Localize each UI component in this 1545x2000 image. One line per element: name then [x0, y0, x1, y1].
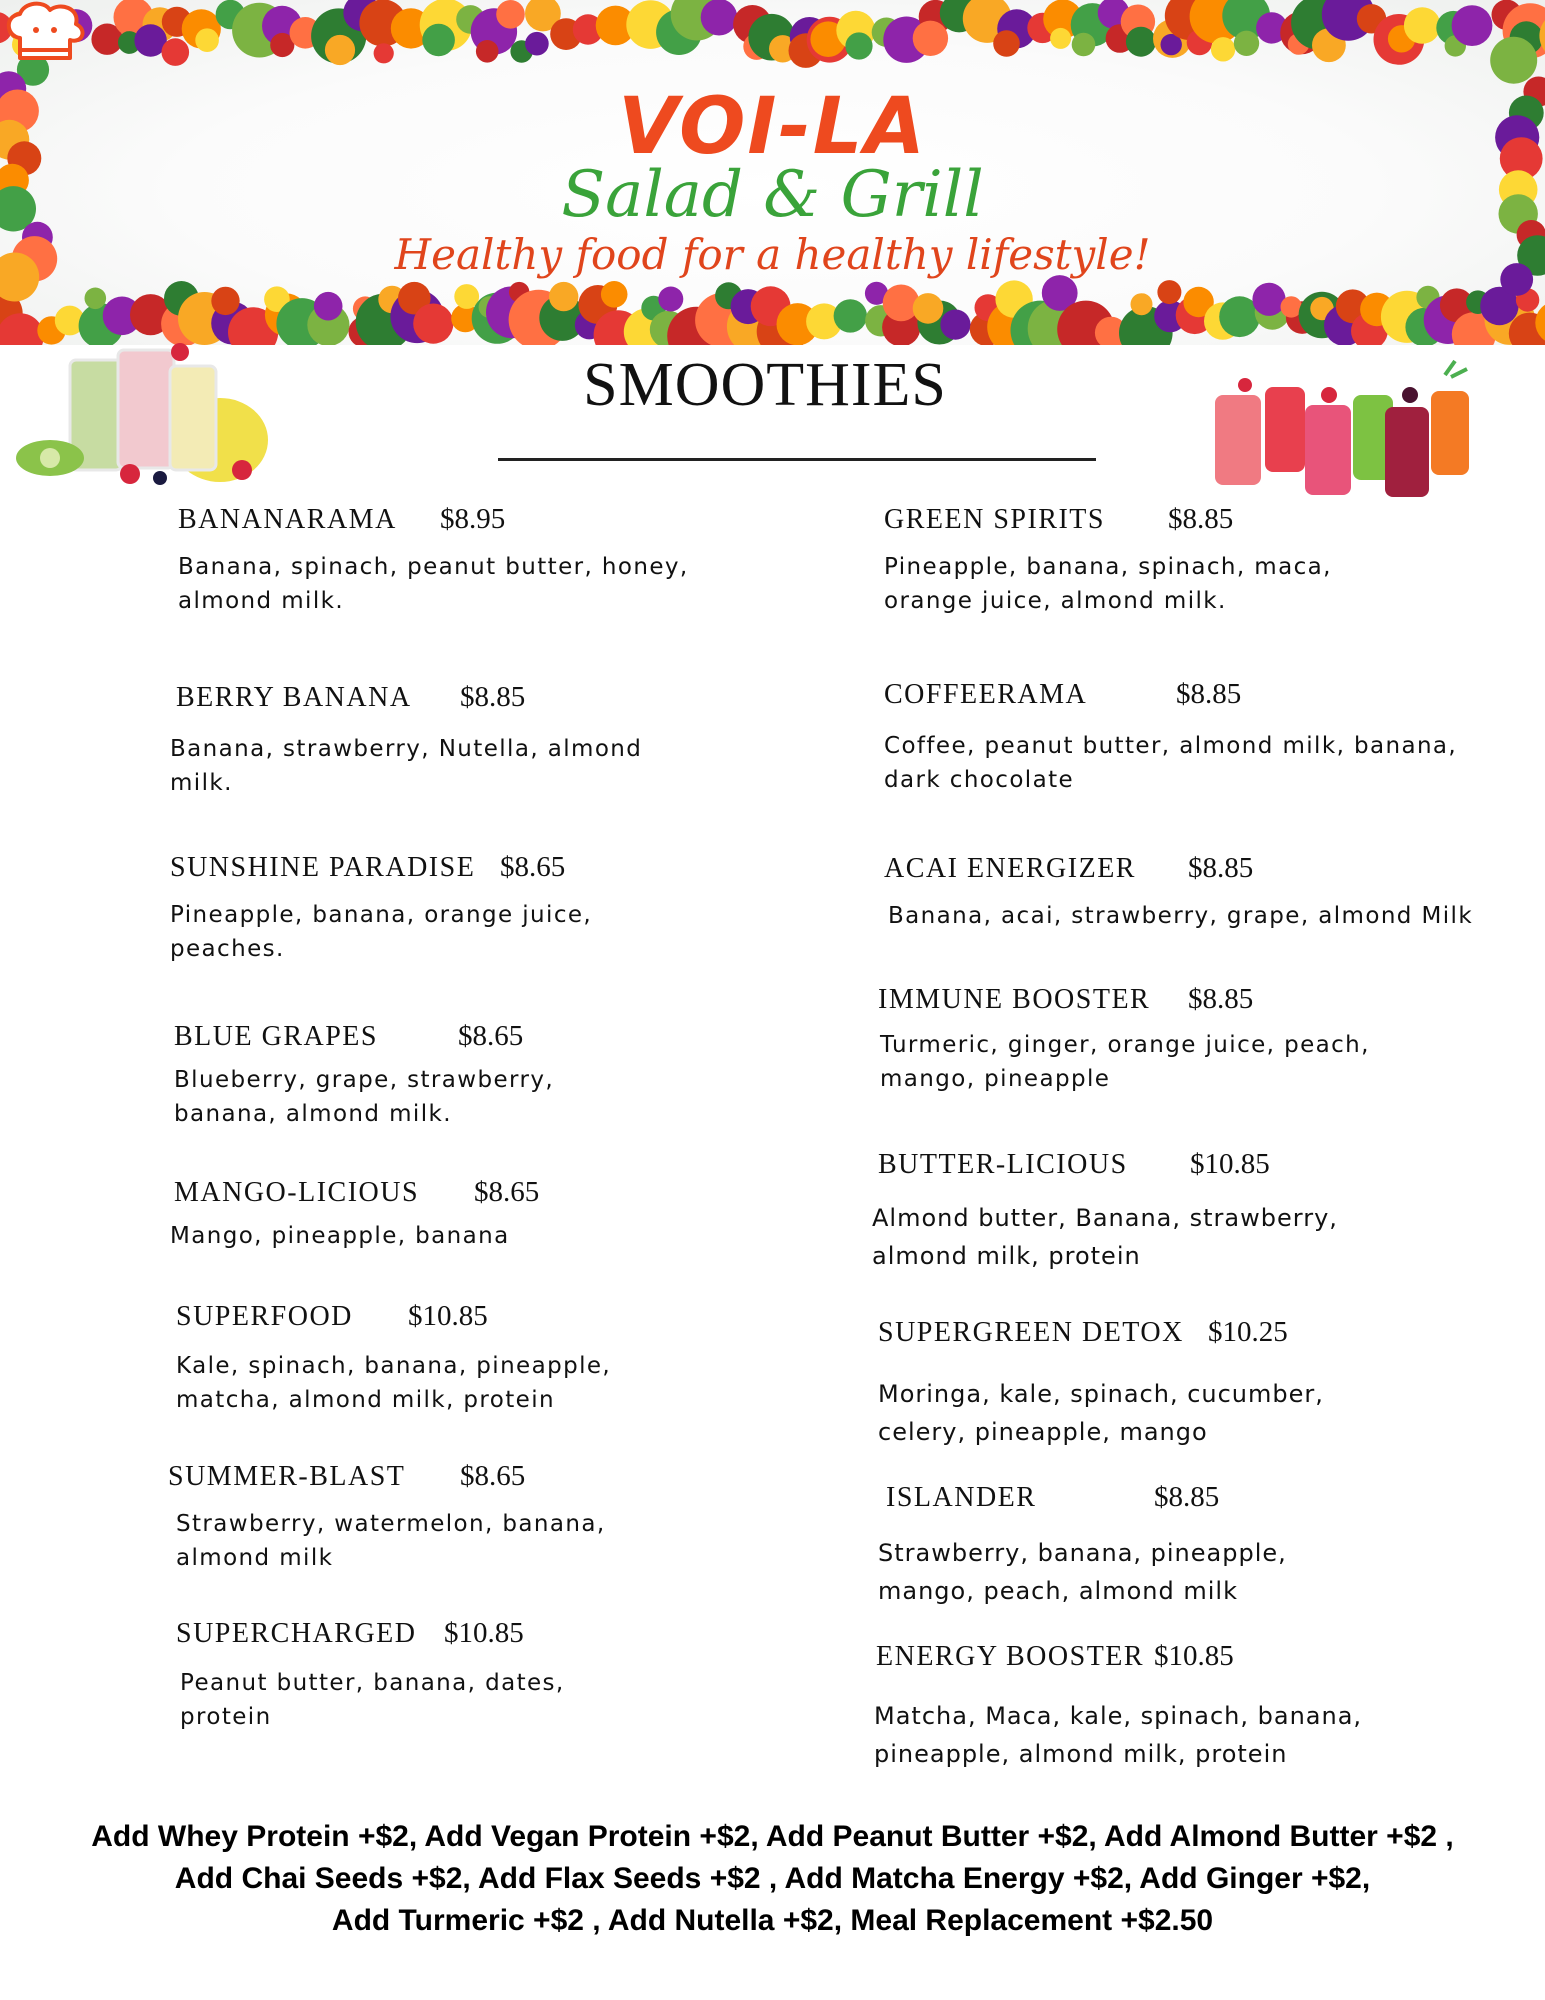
fruit-shape — [1157, 280, 1181, 304]
chef-hat-icon — [0, 0, 90, 70]
item-name: SUPERFOOD — [176, 1301, 353, 1332]
fruit-shape — [1131, 293, 1153, 315]
fruit-shape — [1126, 27, 1156, 57]
item-price: $10.85 — [408, 1300, 488, 1332]
fruit-shape — [211, 287, 239, 315]
menu-item — [170, 1176, 539, 1253]
fruit-shape — [195, 28, 219, 52]
item-description-line: celery, pineapple, mango — [878, 1418, 1208, 1446]
item-description — [878, 1028, 1370, 1096]
item-description — [170, 1219, 539, 1253]
item-description-line: pineapple, almond milk, protein — [874, 1740, 1288, 1768]
fruit-shape — [374, 43, 394, 63]
item-description-line: mango, pineapple — [880, 1066, 1111, 1092]
item-description — [174, 1063, 554, 1131]
menu-item — [168, 1460, 606, 1575]
item-description-line: matcha, almond milk, protein — [176, 1387, 555, 1413]
fruit-shape — [422, 24, 455, 57]
item-description-line: Blueberry, grape, strawberry, — [174, 1067, 555, 1093]
item-description — [170, 898, 592, 966]
fruit-shape — [1050, 28, 1071, 49]
fruit-shape — [601, 281, 628, 308]
menu-item — [178, 503, 689, 618]
item-price: $8.85 — [1168, 503, 1234, 535]
menu-item — [878, 1481, 1287, 1610]
item-description-line: Peanut butter, banana, dates, — [180, 1670, 565, 1696]
item-price: $10.25 — [1208, 1316, 1288, 1348]
item-description-line: Strawberry, banana, pineapple, — [878, 1539, 1287, 1567]
item-name: ACAI ENERGIZER — [884, 853, 1136, 884]
fruit-shape — [701, 0, 738, 36]
item-description-line: mango, peach, almond milk — [878, 1577, 1238, 1605]
item-description — [878, 1534, 1287, 1610]
item-description-line: orange juice, almond milk. — [884, 588, 1227, 614]
item-name: GREEN SPIRITS — [884, 504, 1105, 535]
menu-item — [884, 678, 1457, 797]
item-price: $8.85 — [460, 681, 526, 713]
item-description — [878, 1375, 1324, 1451]
fruit-shape — [1211, 37, 1235, 61]
item-name: SUPERCHARGED — [176, 1618, 417, 1649]
item-description-line: Pineapple, banana, orange juice, — [170, 902, 593, 928]
item-description — [176, 1349, 611, 1417]
item-name: BUTTER-LICIOUS — [878, 1149, 1128, 1180]
brand-subtitle: Salad & Grill — [561, 158, 984, 232]
item-description — [168, 1507, 606, 1575]
fruit-shape — [525, 32, 549, 56]
item-name: BANANARAMA — [178, 504, 397, 535]
item-description — [884, 550, 1332, 618]
menu-item — [872, 1148, 1338, 1275]
fruit-shape — [325, 35, 355, 65]
item-name: BLUE GRAPES — [174, 1021, 378, 1052]
item-name: ENERGY BOOSTER — [876, 1641, 1145, 1672]
fruit-shape — [1490, 37, 1537, 84]
item-name: ISLANDER — [886, 1482, 1037, 1513]
item-description-line: almond milk — [176, 1545, 334, 1571]
item-price: $10.85 — [1154, 1640, 1234, 1672]
item-price: $8.85 — [1188, 983, 1254, 1015]
item-description-line: Banana, spinach, peanut butter, honey, — [178, 554, 689, 580]
section-title: SMOOTHIES — [583, 351, 947, 419]
header-banner — [0, 0, 1545, 345]
item-description-line: Matcha, Maca, kale, spinach, banana, — [874, 1702, 1363, 1730]
fruit-shape — [476, 40, 499, 63]
item-price: $10.85 — [444, 1617, 524, 1649]
item-description — [170, 732, 642, 800]
brand-name: VOI-LA — [618, 82, 927, 172]
item-name: SUMMER-BLAST — [168, 1461, 406, 1492]
item-description — [178, 550, 689, 618]
menu-item — [176, 1300, 611, 1417]
menu-item — [884, 852, 1473, 933]
item-description-line: dark chocolate — [884, 767, 1075, 793]
fruit-shape — [549, 282, 578, 311]
item-price: $8.85 — [1188, 852, 1254, 884]
fruit-shape — [913, 21, 948, 56]
item-description — [176, 1666, 565, 1734]
addons-section — [0, 1816, 1545, 1942]
item-description-line: milk. — [170, 770, 233, 796]
item-description — [884, 729, 1457, 797]
item-description-line: Kale, spinach, banana, pineapple, — [176, 1353, 612, 1379]
fruit-shape — [993, 30, 1020, 57]
item-name: SUPERGREEN DETOX — [878, 1317, 1184, 1348]
fruit-shape — [1452, 5, 1493, 46]
item-name: BERRY BANANA — [176, 682, 412, 713]
menu-item — [170, 681, 642, 800]
menu-item — [170, 851, 592, 966]
addon-line: Add Whey Protein +$2, Add Vegan Protein +$2, Add Peanut Butter +$2, Add Almond Butter +$2 , — [91, 1820, 1454, 1853]
fruit-shape — [1404, 7, 1441, 44]
fruit-shape — [940, 310, 970, 340]
item-price: $8.65 — [500, 851, 566, 883]
menu-item — [176, 1617, 565, 1734]
item-description-line: Banana, strawberry, Nutella, almond — [170, 736, 643, 762]
item-name: MANGO-LICIOUS — [174, 1177, 420, 1208]
fruit-shape — [658, 287, 683, 312]
item-name: SUNSHINE PARADISE — [170, 852, 476, 883]
menu-item — [878, 983, 1370, 1096]
item-description-line: Coffee, peanut butter, almond milk, banana, — [884, 733, 1458, 759]
item-description-line: Mango, pineapple, banana — [170, 1223, 510, 1249]
item-price: $10.85 — [1190, 1148, 1270, 1180]
section-divider — [498, 458, 1096, 461]
fruit-shape — [834, 299, 867, 332]
item-description — [872, 1199, 1338, 1275]
item-price: $8.85 — [1176, 678, 1242, 710]
item-name: IMMUNE BOOSTER — [878, 984, 1151, 1015]
item-description-line: Banana, acai, strawberry, grape, almond Milk — [888, 903, 1474, 929]
item-description-line: Strawberry, watermelon, banana, — [176, 1511, 606, 1537]
menu-item — [874, 1640, 1362, 1773]
item-price: $8.65 — [460, 1460, 526, 1492]
item-description-line: Moringa, kale, spinach, cucumber, — [878, 1380, 1324, 1408]
fruit-shape — [85, 288, 107, 310]
fruit-shape — [496, 0, 525, 29]
item-description-line: almond milk, protein — [872, 1242, 1141, 1270]
fruit-shape — [1234, 31, 1259, 56]
addon-line: Add Turmeric +$2 , Add Nutella +$2, Meal Replacement +$2.50 — [331, 1904, 1214, 1937]
item-price: $8.65 — [474, 1176, 540, 1208]
addon-line: Add Chai Seeds +$2, Add Flax Seeds +$2 , Add Matcha Energy +$2, Add Ginger +$2, — [174, 1862, 1371, 1895]
fruit-shape — [845, 32, 872, 59]
item-price: $8.95 — [440, 503, 506, 535]
item-description-line: Almond butter, Banana, strawberry, — [872, 1204, 1338, 1232]
item-description — [874, 1697, 1362, 1773]
fruit-shape — [413, 304, 453, 344]
fruit-shape — [314, 292, 343, 321]
item-description-line: Pineapple, banana, spinach, maca, — [884, 554, 1332, 580]
fruit-shape — [1072, 33, 1096, 57]
item-name: COFFEERAMA — [884, 679, 1088, 710]
item-description-line: peaches. — [170, 936, 285, 962]
item-description-line: protein — [180, 1704, 272, 1730]
fruit-shape — [1252, 283, 1285, 316]
menu-item — [884, 503, 1332, 618]
menu-item — [878, 1316, 1324, 1451]
menu-item — [174, 1020, 554, 1131]
item-price: $8.65 — [458, 1020, 524, 1052]
fruit-shape — [162, 38, 190, 66]
item-price: $8.85 — [1154, 1481, 1220, 1513]
brand-tagline: Healthy food for a healthy lifestyle! — [394, 230, 1151, 279]
item-description-line: almond milk. — [178, 588, 345, 614]
item-description — [884, 899, 1473, 933]
item-description-line: Turmeric, ginger, orange juice, peach, — [880, 1032, 1370, 1058]
item-description-line: banana, almond milk. — [174, 1101, 452, 1127]
fruit-shape — [913, 293, 944, 324]
